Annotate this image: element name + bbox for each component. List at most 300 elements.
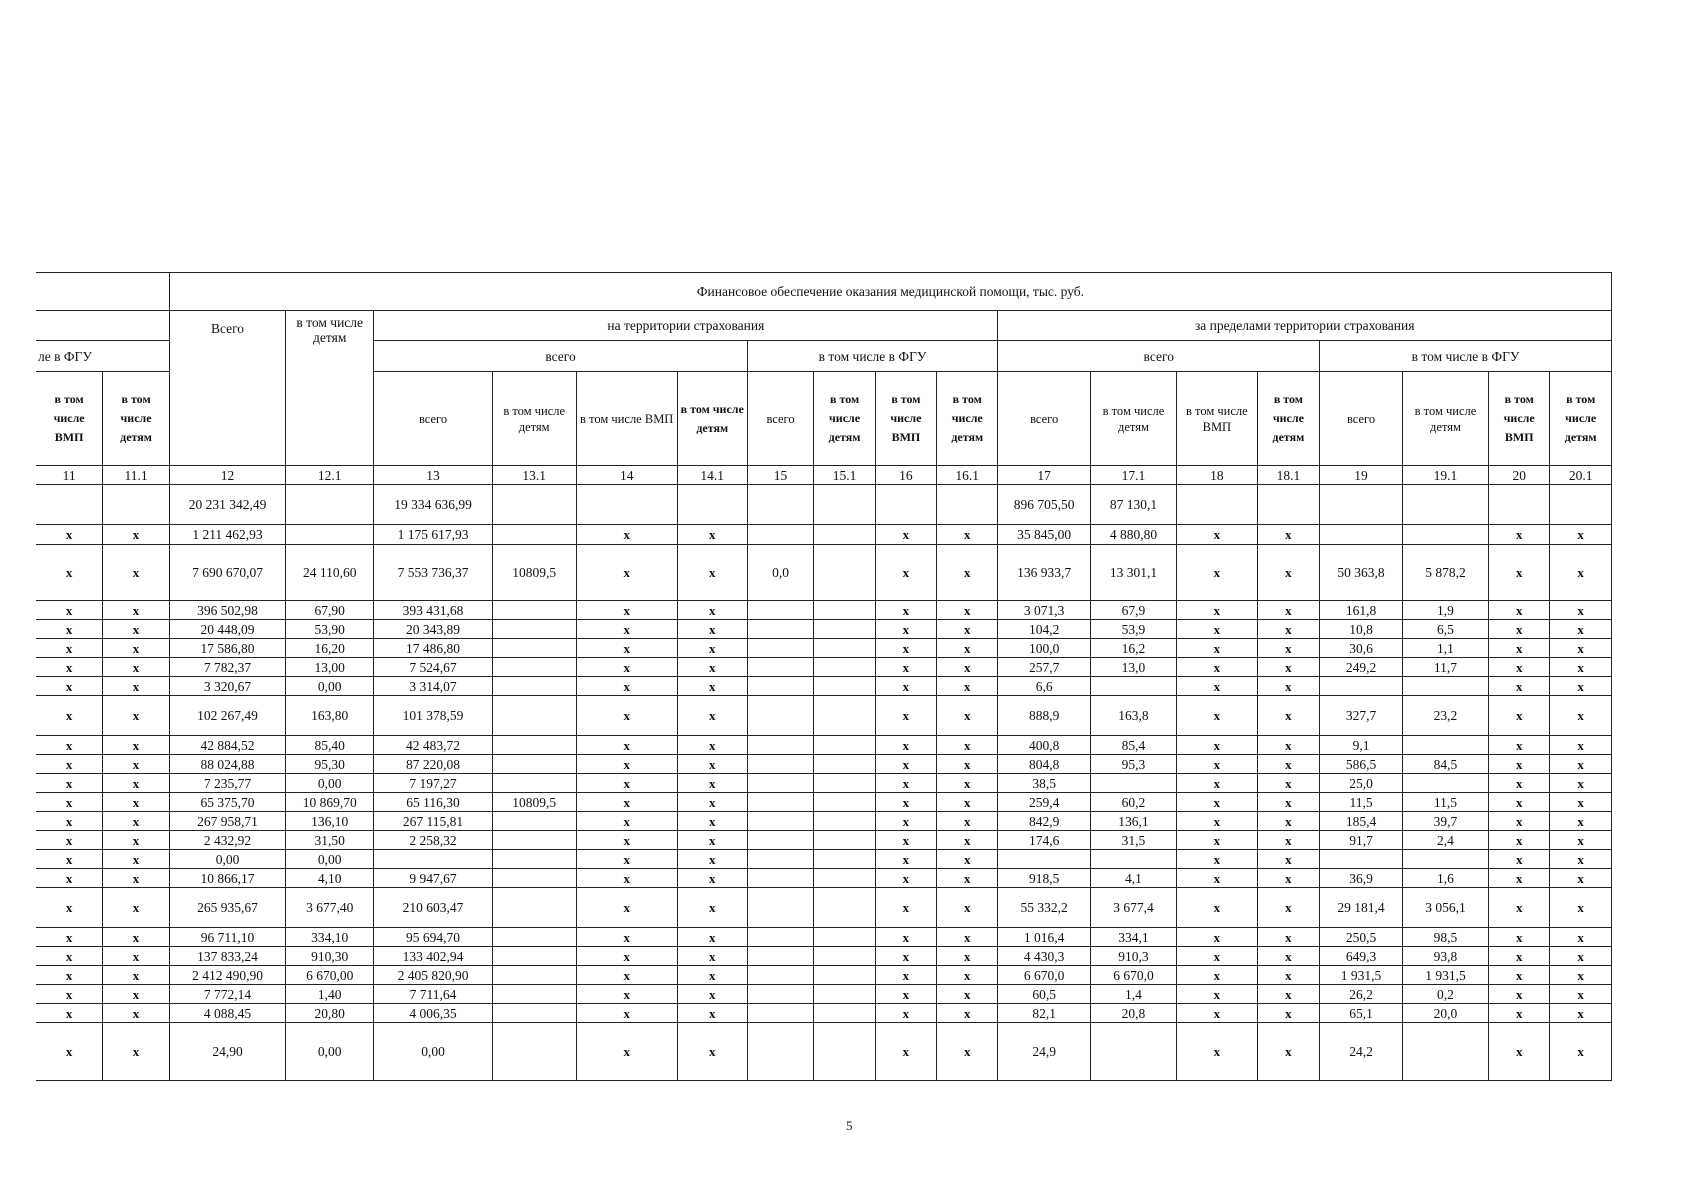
table-cell: х [937, 736, 998, 755]
table-cell: х [1177, 677, 1258, 696]
table-cell: 163,80 [286, 696, 374, 736]
table-cell: х [576, 850, 677, 869]
table-cell: 65 375,70 [169, 793, 285, 812]
table-cell [814, 888, 875, 928]
table-cell: х [875, 850, 936, 869]
table-cell: 102 267,49 [169, 696, 285, 736]
table-cell [747, 601, 814, 620]
table-cell: х [103, 793, 170, 812]
table-cell: 25,0 [1320, 774, 1403, 793]
table-cell: х [677, 1004, 747, 1023]
out-territory-fgu-header: в том числе в ФГУ [1320, 341, 1612, 372]
sub-header-18-1: в том числе детям [1257, 372, 1319, 466]
table-cell: 67,90 [286, 601, 374, 620]
table-cell: х [875, 639, 936, 658]
table-cell: х [1550, 620, 1612, 639]
table-cell: 136,1 [1090, 812, 1176, 831]
table-cell: 3 677,40 [286, 888, 374, 928]
table-cell [814, 677, 875, 696]
table-cell [747, 485, 814, 525]
table-cell: 918,5 [998, 869, 1091, 888]
table-cell [492, 985, 576, 1004]
table-cell [814, 947, 875, 966]
table-cell: 20 231 342,49 [169, 485, 285, 525]
table-cell: х [937, 888, 998, 928]
table-cell: х [36, 888, 103, 928]
table-cell [1320, 677, 1403, 696]
table-cell: х [937, 966, 998, 985]
table-cell: х [1550, 525, 1612, 545]
table-cell: 2 432,92 [169, 831, 285, 850]
table-cell: х [1257, 928, 1319, 947]
table-cell: 24 110,60 [286, 545, 374, 601]
table-cell: 16,20 [286, 639, 374, 658]
table-cell: 2 412 490,90 [169, 966, 285, 985]
table-cell: х [103, 831, 170, 850]
table-cell: 39,7 [1402, 812, 1488, 831]
table-cell [1090, 850, 1176, 869]
table-cell [492, 620, 576, 639]
table-cell: х [1177, 850, 1258, 869]
table-cell: х [36, 928, 103, 947]
table-cell: х [36, 947, 103, 966]
sub-header-19: всего [1320, 372, 1403, 466]
table-cell: х [576, 658, 677, 677]
table-cell: 11,5 [1402, 793, 1488, 812]
table-cell: 1,1 [1402, 639, 1488, 658]
sub-header-20: в том числе ВМП [1489, 372, 1550, 466]
table-row [36, 928, 1612, 947]
table-cell: х [103, 966, 170, 985]
table-cell: 842,9 [998, 812, 1091, 831]
table-cell: 38,5 [998, 774, 1091, 793]
table-cell [1402, 677, 1488, 696]
table-cell: х [875, 658, 936, 677]
table-cell: 95,30 [286, 755, 374, 774]
sub-header-20-1: в том числе детям [1550, 372, 1612, 466]
table-cell: х [1177, 736, 1258, 755]
table-cell: 84,5 [1402, 755, 1488, 774]
table-cell: х [36, 831, 103, 850]
table-cell: х [576, 947, 677, 966]
table-cell: х [875, 696, 936, 736]
table-cell: х [677, 888, 747, 928]
table-cell: х [1550, 677, 1612, 696]
table-cell: х [576, 869, 677, 888]
table-cell: х [36, 545, 103, 601]
column-number: 12 [169, 466, 285, 485]
table-cell: х [1489, 928, 1550, 947]
table-row [36, 545, 1612, 601]
table-cell: 3 320,67 [169, 677, 285, 696]
table-cell: х [875, 736, 936, 755]
table-cell: х [1550, 755, 1612, 774]
column-number: 16 [875, 466, 936, 485]
table-cell: х [875, 831, 936, 850]
table-cell: х [103, 525, 170, 545]
table-cell: х [576, 1023, 677, 1081]
table-cell: х [1550, 774, 1612, 793]
table-row [36, 850, 1612, 869]
table-cell: 85,4 [1090, 736, 1176, 755]
table-cell: 888,9 [998, 696, 1091, 736]
table-cell [814, 545, 875, 601]
table-cell: х [1489, 793, 1550, 812]
table-cell: 95 694,70 [374, 928, 492, 947]
table-cell: х [677, 985, 747, 1004]
table-cell [814, 620, 875, 639]
table-cell: 96 711,10 [169, 928, 285, 947]
table-cell: х [1489, 658, 1550, 677]
table-cell: х [937, 639, 998, 658]
table-cell: х [677, 677, 747, 696]
table-cell: х [677, 736, 747, 755]
table-cell: 250,5 [1320, 928, 1403, 947]
table-cell: х [36, 1004, 103, 1023]
financing-table-sheet [36, 272, 1612, 1121]
table-cell: х [937, 1023, 998, 1081]
table-cell: х [576, 677, 677, 696]
table-cell: х [1489, 869, 1550, 888]
table-cell: х [1489, 525, 1550, 545]
table-cell: 82,1 [998, 1004, 1091, 1023]
table-cell [747, 620, 814, 639]
table-cell: х [103, 947, 170, 966]
table-row [36, 869, 1612, 888]
column-number: 16.1 [937, 466, 998, 485]
table-cell: х [1257, 525, 1319, 545]
table-row [36, 696, 1612, 736]
table-cell: 7 711,64 [374, 985, 492, 1004]
sub-header-19-1: в том числе детям [1402, 372, 1488, 466]
table-cell: 910,3 [1090, 947, 1176, 966]
table-cell: 4 880,80 [1090, 525, 1176, 545]
table-cell [814, 850, 875, 869]
table-cell [937, 485, 998, 525]
table-cell: 161,8 [1320, 601, 1403, 620]
table-cell: х [576, 736, 677, 755]
out-territory-header: за пределами территории страхования [998, 311, 1612, 341]
table-row [36, 736, 1612, 755]
table-cell: 11,7 [1402, 658, 1488, 677]
table-cell: х [937, 696, 998, 736]
table-row [36, 639, 1612, 658]
table-cell: х [1257, 888, 1319, 928]
sub-header-15-1: в том числе детям [814, 372, 875, 466]
table-cell: х [576, 831, 677, 850]
table-cell: х [937, 545, 998, 601]
table-cell: 1 175 617,93 [374, 525, 492, 545]
table-cell: х [1550, 947, 1612, 966]
table-cell [747, 850, 814, 869]
table-cell: х [1177, 831, 1258, 850]
table-cell: х [937, 812, 998, 831]
table-cell: х [576, 696, 677, 736]
table-cell: 65 116,30 [374, 793, 492, 812]
table-row [36, 1023, 1612, 1081]
table-row [36, 601, 1612, 620]
table-cell: х [677, 545, 747, 601]
table-cell: х [1489, 985, 1550, 1004]
table-cell: х [937, 677, 998, 696]
column-number: 17.1 [1090, 466, 1176, 485]
table-cell [875, 485, 936, 525]
table-cell: х [103, 888, 170, 928]
table-cell: х [1177, 1023, 1258, 1081]
table-cell: 327,7 [1320, 696, 1403, 736]
table-cell: х [937, 525, 998, 545]
column-number: 18.1 [1257, 466, 1319, 485]
table-cell [492, 525, 576, 545]
in-territory-header: на территории страхования [374, 311, 998, 341]
table-cell: х [875, 525, 936, 545]
table-cell: 10809,5 [492, 545, 576, 601]
financing-header: Финансовое обеспечение оказания медицинской помощи, тыс. руб. [169, 273, 1611, 311]
table-cell: 6 670,0 [998, 966, 1091, 985]
table-cell: х [1257, 1023, 1319, 1081]
table-cell: 3 071,3 [998, 601, 1091, 620]
table-cell: х [576, 793, 677, 812]
table-cell: х [1257, 736, 1319, 755]
table-cell: х [103, 774, 170, 793]
table-cell: х [1550, 793, 1612, 812]
table-cell: х [937, 620, 998, 639]
table-row [36, 774, 1612, 793]
table-row [36, 985, 1612, 1004]
table-cell: 42 884,52 [169, 736, 285, 755]
table-cell: 26,2 [1320, 985, 1403, 1004]
table-cell: 0,00 [169, 850, 285, 869]
table-cell: х [36, 525, 103, 545]
table-cell [1090, 677, 1176, 696]
table-cell: х [1257, 1004, 1319, 1023]
table-cell: х [1550, 601, 1612, 620]
table-cell [814, 755, 875, 774]
table-cell: х [1177, 1004, 1258, 1023]
table-cell: х [576, 812, 677, 831]
sub-header-17: всего [998, 372, 1091, 466]
table-cell: 7 782,37 [169, 658, 285, 677]
table-cell: х [1257, 850, 1319, 869]
table-cell [1402, 850, 1488, 869]
table-cell [747, 869, 814, 888]
table-cell: х [1489, 966, 1550, 985]
table-cell: х [103, 545, 170, 601]
table-cell [492, 774, 576, 793]
table-cell: 2,4 [1402, 831, 1488, 850]
table-cell: 1 931,5 [1320, 966, 1403, 985]
table-cell [374, 850, 492, 869]
table-cell: 6,5 [1402, 620, 1488, 639]
column-number: 13 [374, 466, 492, 485]
table-cell: 0,0 [747, 545, 814, 601]
table-cell: х [875, 601, 936, 620]
table-cell: х [937, 1004, 998, 1023]
table-cell [1489, 485, 1550, 525]
table-cell: х [1257, 966, 1319, 985]
table-cell [103, 485, 170, 525]
table-cell: х [1257, 831, 1319, 850]
table-cell [747, 947, 814, 966]
table-cell: х [1257, 545, 1319, 601]
table-cell: 7 772,14 [169, 985, 285, 1004]
table-cell: 4,10 [286, 869, 374, 888]
table-cell [814, 831, 875, 850]
table-cell: х [1177, 525, 1258, 545]
table-cell: 1 931,5 [1402, 966, 1488, 985]
table-cell: х [1489, 696, 1550, 736]
table-cell: х [36, 696, 103, 736]
table-cell: 0,00 [286, 774, 374, 793]
table-cell: 13,0 [1090, 658, 1176, 677]
table-cell [814, 812, 875, 831]
table-cell: х [677, 850, 747, 869]
table-row [36, 525, 1612, 545]
table-cell: 9,1 [1320, 736, 1403, 755]
table-cell: 87 220,08 [374, 755, 492, 774]
table-cell: 3 314,07 [374, 677, 492, 696]
table-cell: 36,9 [1320, 869, 1403, 888]
table-cell: х [576, 639, 677, 658]
children-12-1-header: в том числе детям [286, 311, 374, 466]
table-cell [492, 639, 576, 658]
table-cell: х [1489, 1023, 1550, 1081]
table-cell: х [1489, 947, 1550, 966]
column-number: 19.1 [1402, 466, 1488, 485]
column-number: 12.1 [286, 466, 374, 485]
table-cell [492, 831, 576, 850]
table-cell: 19 334 636,99 [374, 485, 492, 525]
table-cell: 910,30 [286, 947, 374, 966]
table-cell: х [677, 774, 747, 793]
table-cell [492, 1004, 576, 1023]
table-cell [747, 755, 814, 774]
table-cell: 1,6 [1402, 869, 1488, 888]
table-cell: 24,90 [169, 1023, 285, 1081]
table-cell: 896 705,50 [998, 485, 1091, 525]
table-cell: 91,7 [1320, 831, 1403, 850]
column-number: 20.1 [1550, 466, 1612, 485]
table-cell: х [1177, 947, 1258, 966]
table-cell: х [1550, 869, 1612, 888]
table-cell: 267 958,71 [169, 812, 285, 831]
table-cell: х [1550, 966, 1612, 985]
table-cell: 20 343,89 [374, 620, 492, 639]
table-row [36, 620, 1612, 639]
table-cell: х [1489, 620, 1550, 639]
page-number: 5 [846, 1118, 853, 1133]
column-number: 14.1 [677, 466, 747, 485]
fgu-partial-header: ле в ФГУ [36, 341, 169, 372]
table-row [36, 485, 1612, 525]
table-cell: 393 431,68 [374, 601, 492, 620]
table-cell: х [36, 620, 103, 639]
table-cell: х [1489, 888, 1550, 928]
table-cell: х [36, 850, 103, 869]
table-cell: х [576, 774, 677, 793]
table-cell: х [677, 755, 747, 774]
table-cell [677, 485, 747, 525]
table-cell: х [103, 696, 170, 736]
table-cell: 334,1 [1090, 928, 1176, 947]
table-cell [286, 525, 374, 545]
table-cell: 249,2 [1320, 658, 1403, 677]
table-cell [1320, 850, 1403, 869]
table-cell: х [576, 1004, 677, 1023]
table-cell: х [875, 888, 936, 928]
table-cell: 17 486,80 [374, 639, 492, 658]
table-cell [747, 639, 814, 658]
table-cell [814, 1004, 875, 1023]
table-cell: х [1257, 985, 1319, 1004]
table-cell: х [576, 755, 677, 774]
table-cell: 586,5 [1320, 755, 1403, 774]
table-cell: х [1177, 869, 1258, 888]
table-cell: 101 378,59 [374, 696, 492, 736]
column-number: 15.1 [814, 466, 875, 485]
table-cell: х [937, 869, 998, 888]
table-cell: х [1489, 850, 1550, 869]
table-cell [492, 677, 576, 696]
table-cell: 55 332,2 [998, 888, 1091, 928]
table-cell: х [103, 1023, 170, 1081]
table-cell: 60,5 [998, 985, 1091, 1004]
table-cell: х [36, 658, 103, 677]
table-row [36, 812, 1612, 831]
table-cell: х [875, 985, 936, 1004]
table-cell: 13 301,1 [1090, 545, 1176, 601]
table-cell: х [875, 774, 936, 793]
table-cell [1090, 1023, 1176, 1081]
table-cell [747, 985, 814, 1004]
table-cell: х [1550, 658, 1612, 677]
table-row [36, 677, 1612, 696]
table-cell: 257,7 [998, 658, 1091, 677]
table-cell: х [36, 985, 103, 1004]
table-cell [1550, 485, 1612, 525]
table-cell [747, 793, 814, 812]
table-cell: 23,2 [1402, 696, 1488, 736]
table-cell [814, 696, 875, 736]
in-territory-fgu-header: в том числе в ФГУ [747, 341, 998, 372]
table-cell [492, 888, 576, 928]
table-cell: 2 405 820,90 [374, 966, 492, 985]
table-cell: 7 524,67 [374, 658, 492, 677]
table-cell: 265 935,67 [169, 888, 285, 928]
table-cell: 93,8 [1402, 947, 1488, 966]
table-cell: 53,9 [1090, 620, 1176, 639]
table-cell: х [937, 928, 998, 947]
table-cell [747, 966, 814, 985]
table-cell: х [1177, 639, 1258, 658]
table-cell: 65,1 [1320, 1004, 1403, 1023]
table-cell: 10,8 [1320, 620, 1403, 639]
table-cell: х [103, 677, 170, 696]
table-cell: 60,2 [1090, 793, 1176, 812]
table-cell: х [1550, 812, 1612, 831]
table-cell [747, 525, 814, 545]
table-cell: 0,00 [374, 1023, 492, 1081]
table-cell: 3 677,4 [1090, 888, 1176, 928]
table-cell [747, 1023, 814, 1081]
table-cell [286, 485, 374, 525]
table-cell: х [875, 1004, 936, 1023]
table-cell [998, 850, 1091, 869]
table-cell: х [1257, 755, 1319, 774]
table-cell: х [1177, 545, 1258, 601]
table-cell: 95,3 [1090, 755, 1176, 774]
table-cell: х [677, 812, 747, 831]
